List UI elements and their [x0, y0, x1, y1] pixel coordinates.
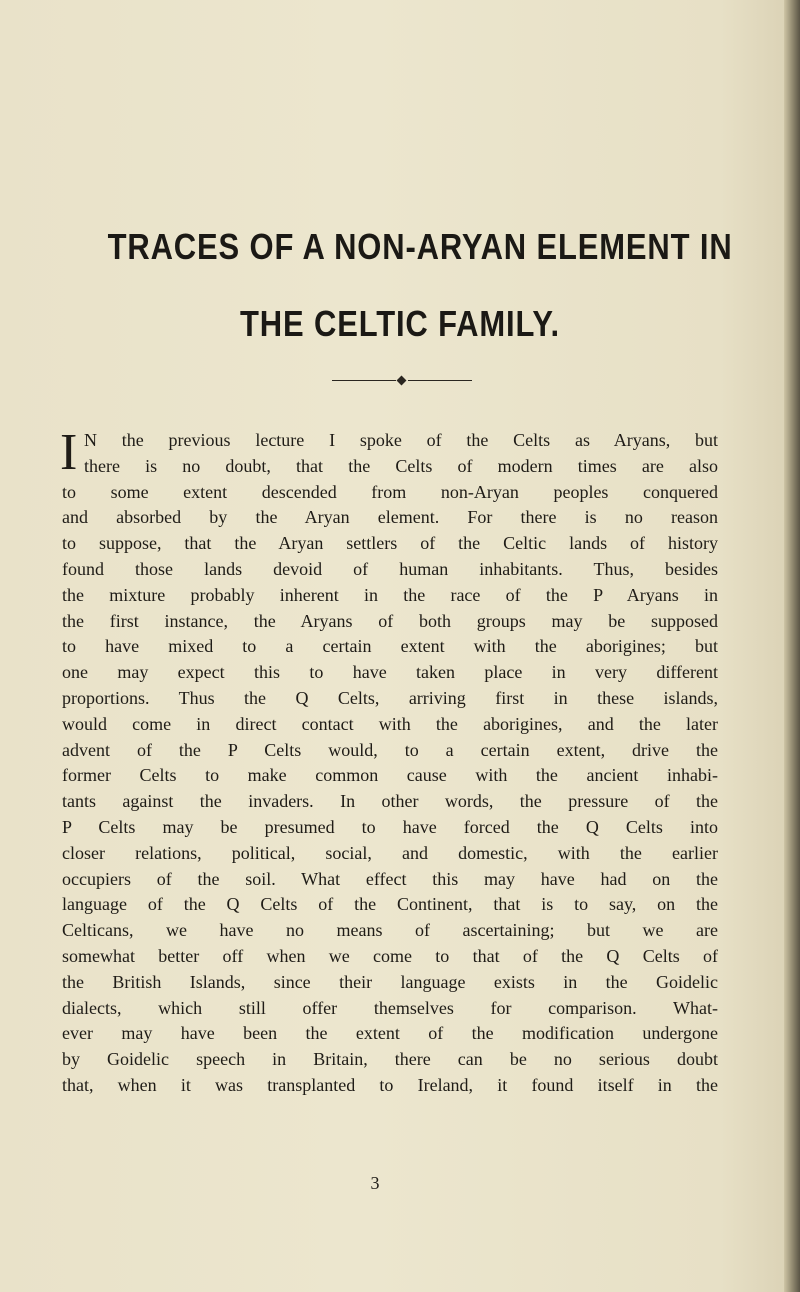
chapter-title-line-1: TRACES OF A NON-ARYAN ELEMENT IN	[107, 226, 733, 267]
text-line: by Goidelic speech in Britain, there can be no serious doubt	[62, 1049, 718, 1070]
text-line: former Celts to make common cause with the ancient inhabi-	[62, 765, 718, 786]
text-line: the first instance, the Aryans of both groups may be supposed	[62, 610, 718, 631]
text-line: tants against the invaders. In other words, the pressure of the	[62, 791, 718, 812]
text-line: to some extent descended from non-Aryan peoples conquered	[62, 481, 718, 502]
text-line: would come in direct contact with the aborigines, and the later	[62, 713, 718, 734]
body-paragraph	[60, 424, 718, 1099]
chapter-title-line-2: THE CELTIC FAMILY.	[240, 303, 560, 344]
page-number: 3	[370, 1173, 380, 1193]
text-line: there is no doubt, that the Celts of modern times are also	[84, 455, 718, 476]
text-line: Celticans, we have no means of ascertaining; but we are	[62, 920, 718, 941]
text-line: occupiers of the soil. What effect this may have had on the	[62, 868, 718, 889]
diamond-icon	[397, 376, 407, 386]
text-line: to suppose, that the Aryan settlers of the Celtic lands of history	[62, 533, 718, 554]
text-line: closer relations, political, social, and domestic, with the earlier	[62, 842, 718, 863]
text-line: N the previous lecture I spoke of the Celts as Aryans, but	[84, 430, 718, 450]
text-line: advent of the P Celts would, to a certain extent, drive the	[62, 739, 718, 760]
text-line: and absorbed by the Aryan element. For there is no reason	[62, 507, 718, 528]
page-binding-edge	[784, 0, 800, 1292]
text-line: the mixture probably inherent in the race of the P Aryans in	[62, 584, 718, 605]
text-line: dialects, which still offer themselves for comparison. What-	[62, 997, 718, 1018]
text-line: found those lands devoid of human inhabitants. Thus, besides	[62, 558, 718, 579]
text-line: one may expect this to have taken place in very different	[62, 662, 718, 683]
text-line: to have mixed to a certain extent with the aborigines; but	[62, 636, 718, 657]
text-line: somewhat better off when we come to that of the Q Celts of	[62, 945, 718, 966]
drop-cap: I	[60, 424, 78, 481]
text-line: ever may have been the extent of the modification undergone	[62, 1023, 718, 1044]
text-line: the British Islands, since their language exists in the Goidelic	[62, 971, 718, 992]
title-divider-ornament	[332, 376, 472, 386]
text-line: P Celts may be presumed to have forced the Q Celts into	[62, 816, 718, 837]
text-line: proportions. Thus the Q Celts, arriving first in these islands,	[62, 687, 718, 708]
text-line: that, when it was transplanted to Ireland, it found itself in the	[62, 1074, 718, 1095]
text-line: language of the Q Celts of the Continent, that is to say, on the	[62, 894, 718, 915]
